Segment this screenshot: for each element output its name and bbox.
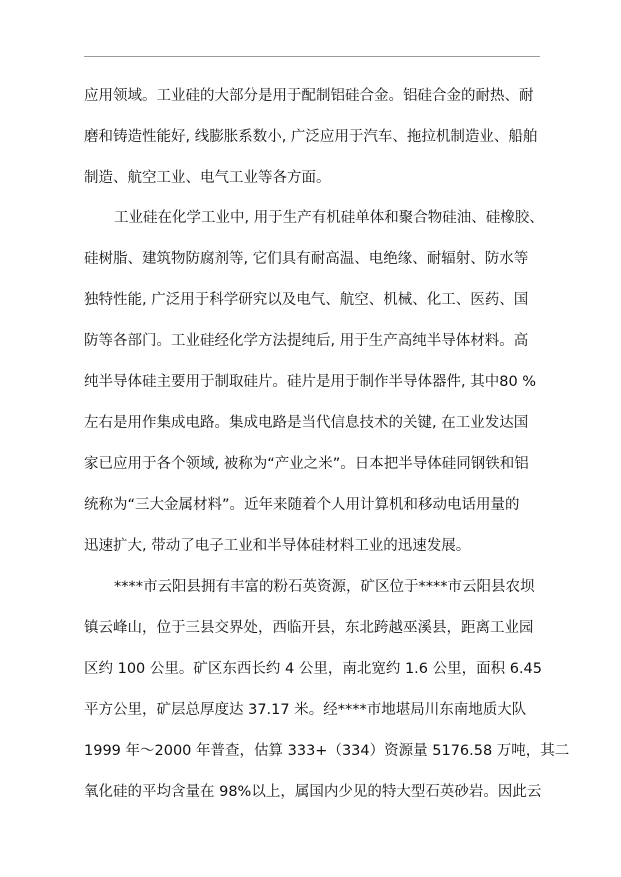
text-line: 迅速扩大, 带动了电子工业和半导体硅材料工业的迅速发展。 xyxy=(84,538,471,554)
text-line: 独特性能, 广泛用于科学研究以及电气、航空、机械、化工、医药、国 xyxy=(84,292,529,308)
text-line: 平方公里，矿层总厚度达 37.17 米。经****市地堪局川东南地质大队 xyxy=(84,702,527,718)
text-line: 家已应用于各个领域, 被称为“产业之米”。日本把半导体硅同钢铁和铝 xyxy=(84,456,529,472)
text-line: ****市云阳县拥有丰富的粉石英资源，矿区位于****市云阳县农坝 xyxy=(114,579,535,595)
text-line: 氧化硅的平均含量在 98%以上，属国内少见的特大型石英砂岩。因此云 xyxy=(84,784,542,800)
text-line: 区约 100 公里。矿区东西长约 4 公里，南北宽约 1.6 公里，面积 6.45 xyxy=(84,661,543,677)
text-line: 左右是用作集成电路。集成电路是当代信息技术的关键, 在工业发达国 xyxy=(84,415,529,431)
text-line: 镇云峰山，位于三县交界处，西临开县，东北跨越巫溪县，距离工业园 xyxy=(84,620,534,636)
text-line: 制造、航空工业、电气工业等各方面。 xyxy=(84,170,331,186)
text-line: 工业硅在化学工业中, 用于生产有机硅单体和聚合物硅油、硅橡胶、 xyxy=(114,210,544,226)
text-line: 1999 年～2000 年普查，估算 333+（334）资源量 5176.58 万吨，其二 xyxy=(84,743,570,759)
text-line: 防等各部门。工业硅经化学方法提纯后, 用于生产高纯半导体材料。高 xyxy=(84,333,529,349)
text-line: 应用领域。工业硅的大部分是用于配制铝硅合金。铝硅合金的耐热、耐 xyxy=(84,88,534,104)
text-line: 磨和铸造性能好, 线膨胀系数小, 广泛应用于汽车、拖拉机制造业、船舶 xyxy=(84,129,538,145)
text-line: 硅树脂、建筑物防腐剂等, 它们具有耐高温、电绝缘、耐辐射、防水等 xyxy=(84,251,529,267)
text-line: 纯半导体硅主要用于制取硅片。硅片是用于制作半导体器件, 其中80 % xyxy=(84,374,537,390)
text-line: 统称为“三大金属材料”。近年来随着个人用计算机和移动电话用量的 xyxy=(84,497,520,513)
header-rule xyxy=(84,56,540,57)
